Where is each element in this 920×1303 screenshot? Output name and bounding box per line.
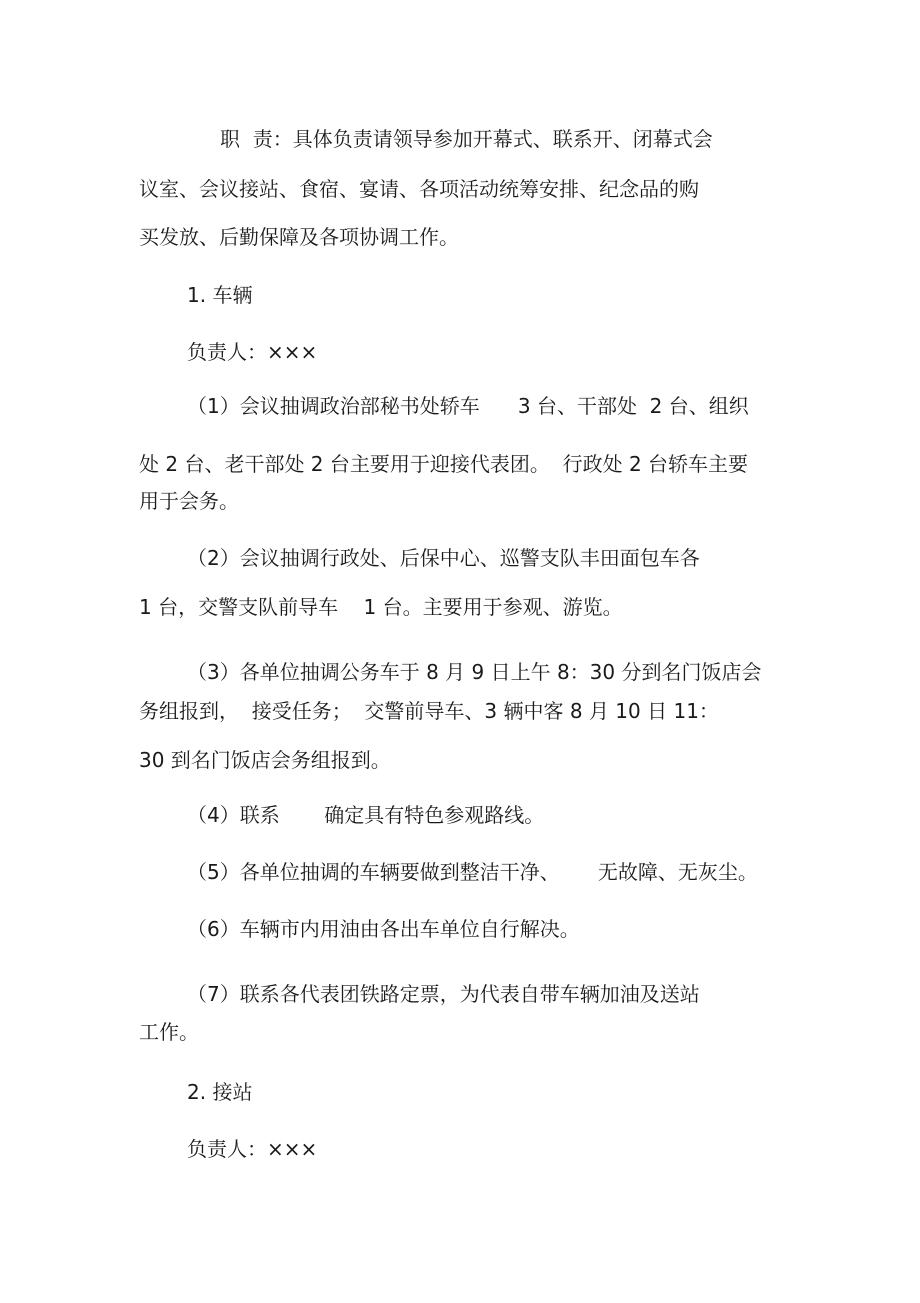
- responsible-person-line-2: 负责人：×××: [187, 1137, 318, 1161]
- item-7-line-1: （7）联系各代表团铁路定票，为代表自带车辆加油及送站: [187, 982, 700, 1006]
- item-1-line-2: 处 2 台、老干部处 2 台主要用于迎接代表团。 行政处 2 台轿车主要: [139, 452, 749, 476]
- section-heading-vehicles: 1. 车辆: [187, 283, 253, 307]
- duty-line-3: 买发放、后勤保障及各项协调工作。: [139, 225, 459, 249]
- item-3-line-3: 30 到名门饭店会务组报到。: [139, 748, 391, 772]
- item-7-line-2: 工作。: [139, 1020, 199, 1044]
- item-1-line-3: 用于会务。: [139, 489, 239, 513]
- item-2-line-2: 1 台，交警支队前导车 1 台。主要用于参观、游览。: [139, 595, 623, 619]
- item-1-line-1: （1）会议抽调政治部秘书处轿车 3 台、干部处 2 台、组织: [187, 394, 749, 418]
- duty-line-2: 议室、会议接站、食宿、宴请、各项活动统筹安排、纪念品的购: [139, 177, 699, 201]
- item-2-line-1: （2）会议抽调行政处、后保中心、巡警支队丰田面包车各: [187, 546, 700, 570]
- item-6-line: （6）车辆市内用油由各出车单位自行解决。: [187, 917, 580, 941]
- item-5-line: （5）各单位抽调的车辆要做到整洁干净、 无故障、无灰尘。: [187, 860, 758, 884]
- item-3-line-1: （3）各单位抽调公务车于 8 月 9 日上午 8：30 分到名门饭店会: [187, 660, 762, 684]
- section-heading-pickup: 2. 接站: [187, 1080, 253, 1104]
- duty-line-1: 职 责：具体负责请领导参加开幕式、联系开、闭幕式会: [220, 127, 713, 151]
- item-3-line-2: 务组报到， 接受任务； 交警前导车、3 辆中客 8 月 10 日 11：: [139, 699, 719, 723]
- responsible-person-line: 负责人：×××: [187, 340, 318, 364]
- item-4-line: （4）联系 确定具有特色参观路线。: [187, 803, 545, 827]
